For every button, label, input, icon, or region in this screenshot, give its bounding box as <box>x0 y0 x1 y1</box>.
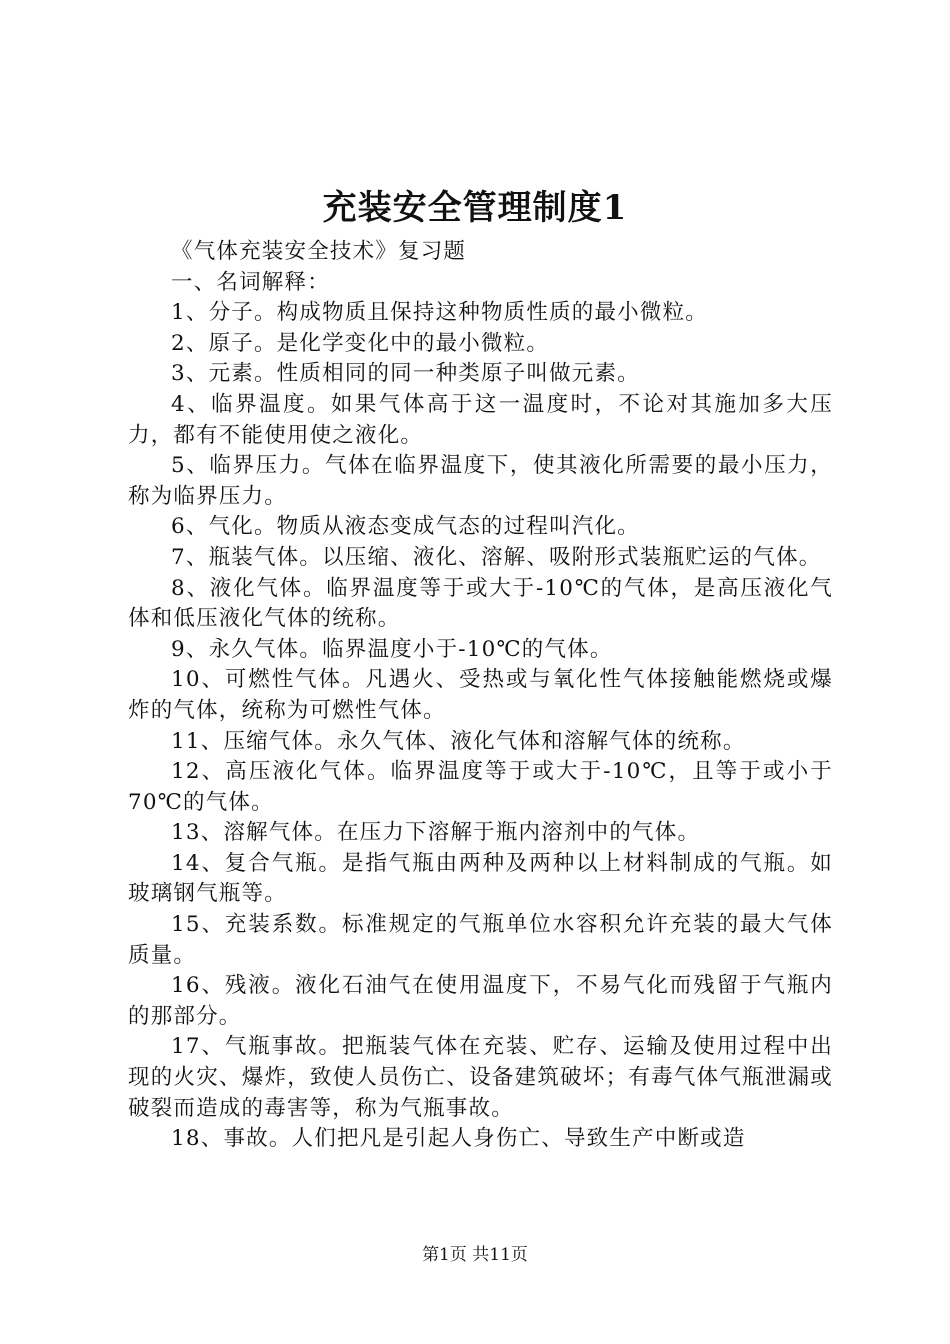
paragraph: 5、临界压力。气体在临界温度下，使其液化所需要的最小压力，称为临界压力。 <box>128 453 833 509</box>
paragraph: 9、永久气体。临界温度小于-10℃的气体。 <box>171 636 613 662</box>
paragraph: 14、复合气瓶。是指气瓶由两种及两种以上材料制成的气瓶。如玻璃钢气瓶等。 <box>128 850 833 907</box>
paragraph: 17、气瓶事故。把瓶装气体在充装、贮存、运输及使用过程中出现的火灾、爆炸，致使人员伤亡、设备建筑破坏；有毒气体气瓶泄漏或破裂而造成的毒害等，称为气瓶事故。 <box>128 1034 833 1121</box>
paragraph: 《气体充装安全技术》复习题 <box>171 239 467 264</box>
paragraph: 6、气化。物质从液态变成气态的过程叫汽化。 <box>171 514 640 540</box>
paragraph: 一、名词解释： <box>171 269 330 295</box>
paragraph: 2、原子。是化学变化中的最小微粒。 <box>171 330 550 356</box>
paragraph: 1、分子。构成物质且保持这种物质性质的最小微粒。 <box>171 300 708 326</box>
paragraph: 13、溶解气体。在压力下溶解于瓶内溶剂中的气体。 <box>171 820 701 846</box>
document-title: 充装安全管理制度1 <box>322 188 628 228</box>
paragraph: 18、事故。人们把凡是引起人身伤亡、导致生产中断或造 <box>171 1126 746 1152</box>
paragraph: 7、瓶装气体。以压缩、液化、溶解、吸附形式装瓶贮运的气体。 <box>171 544 822 570</box>
page-footer: 第1页 共11页 <box>422 1245 528 1265</box>
paragraph: 16、残液。液化石油气在使用温度下，不易气化而残留于气瓶内的那部分。 <box>128 973 833 1029</box>
paragraph: 12、高压液化气体。临界温度等于或大于-10℃，且等于或小于70℃的气体。 <box>128 759 833 815</box>
paragraph: 8、液化气体。临界温度等于或大于-10℃的气体，是高压液化气体和低压液化气体的统称。 <box>128 575 833 632</box>
document-body <box>128 237 833 1155</box>
paragraph: 11、压缩气体。永久气体、液化气体和溶解气体的统称。 <box>171 728 746 754</box>
paragraph: 15、充装系数。标准规定的气瓶单位水容积允许充装的最大气体质量。 <box>128 912 833 968</box>
paragraph: 4、临界温度。如果气体高于这一温度时，不论对其施加多大压力，都有不能使用使之液化。 <box>128 391 833 448</box>
paragraph: 3、元素。性质相同的同一种类原子叫做元素。 <box>171 361 640 387</box>
paragraph: 10、可燃性气体。凡遇火、受热或与氧化性气体接触能燃烧或爆炸的气体，统称为可燃性气体。 <box>128 667 833 723</box>
